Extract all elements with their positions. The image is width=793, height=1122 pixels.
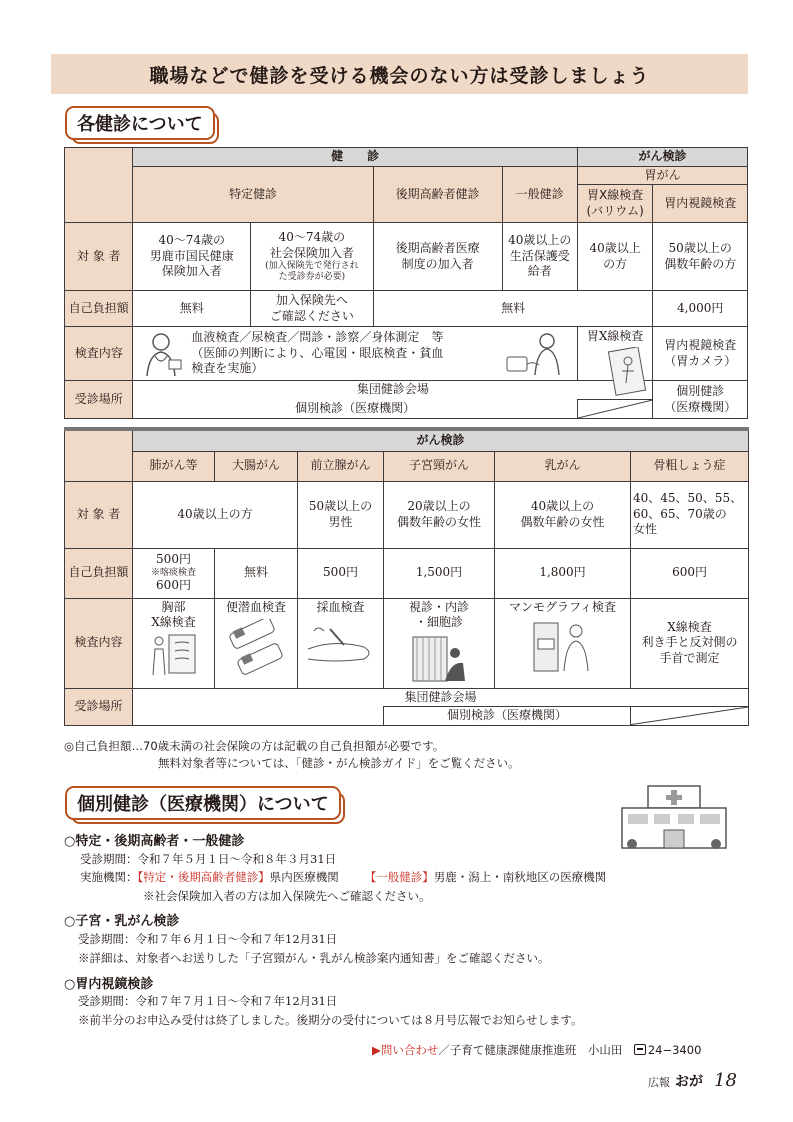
cell-basho-kobetsu-inaishi: 個別健診 （医療機関） (653, 381, 748, 419)
col-header-nyugan: 乳がん (495, 451, 631, 481)
inst-tag-tokutei: 【特定・後期高齢者健診】 (137, 870, 270, 884)
section-title-kobetsu: 個別健診（医療機関）について (65, 786, 341, 820)
cell-taisho-tokutei-shaho (251, 223, 374, 291)
cell-taisho-40: 40歳以上の方 (133, 481, 298, 548)
inst-tokutei: 県内医療機関 (269, 870, 339, 884)
cell-taisho-kouki: 後期高齢者医療 制度の加入者 (373, 223, 502, 291)
cell-taisho-ix: 40歳以上 の方 (577, 223, 652, 291)
tokutei-institution (80, 869, 606, 885)
inaishi-header: 胃内視鏡検査 (653, 185, 748, 223)
cell-naiyo-zenritsusen (298, 598, 384, 688)
col-header-daicho: 大腸がん (215, 451, 298, 481)
note-muryo: 無料対象者等については、「健診・がん検診ガイド」をご覧ください。 (158, 756, 520, 770)
inst-label: 実施機関： (80, 870, 138, 884)
futan-haigan-note: ※喀痰検査 (150, 567, 196, 578)
doctor-icon (141, 330, 185, 378)
cell-naiyo-nyugan (495, 598, 631, 688)
inst-tag-ippan: 【一般健診】 (364, 870, 434, 884)
row-label-basho: 受診場所 (65, 381, 133, 419)
section-title-kenshin: 各健診について (65, 106, 215, 140)
cell-taisho-kotsuso: 40、45、50、55、 60、65、70歳の 女性 (631, 481, 749, 548)
naiyo-shikyu-text: 視診・内診 ・細胞診 (408, 599, 469, 630)
cell-naiyo-daicho (215, 598, 298, 688)
naiyo-nyugan-text: マンモグラフィ検査 (508, 599, 617, 614)
futan-haigan-1: 500円 (156, 552, 191, 566)
stool-test-icon (224, 619, 288, 677)
contact-tel: 24−3400 (647, 1043, 702, 1057)
tokutei-header: 特定健診 (133, 166, 373, 223)
cell-naiyo-shikyu (384, 598, 495, 688)
cell-futan-zenritsusen: 500円 (298, 548, 384, 598)
chest-xray-icon (149, 633, 199, 677)
cell-taisho-ippan: 40歳以上の 生活保護受 給者 (502, 223, 577, 291)
futan-haigan-2: 600円 (156, 578, 191, 593)
cell-basho-empty (133, 707, 384, 726)
row-label-naiyo-2: 検査内容 (65, 598, 133, 688)
blood-pressure-icon (503, 331, 567, 377)
cell-taisho-tokutei-kokuho: 40〜74歳の 男鹿市国民健康 保険加入者 (133, 223, 251, 291)
footer-title: おが (675, 1074, 703, 1090)
inaishi-note: ※前半分のお申込み受付は終了しました。後期分の受付については８月号広報でお知らせします。 (78, 1013, 583, 1027)
tokutei-period: 受診期間：令和７年５月１日〜令和８年３月31日 (80, 852, 337, 866)
ippan-header: 一般健診 (502, 166, 577, 223)
blood-draw-icon (304, 619, 378, 669)
cell-basho-slash (577, 400, 652, 419)
cell-futan-kotsuso: 600円 (631, 548, 749, 598)
cell-futan-nyugan: 1,800円 (495, 548, 631, 598)
cell-naiyo-ix (577, 327, 652, 381)
contact-line (372, 1042, 701, 1058)
col-header-kotsuso: 骨粗しょう症 (631, 451, 749, 481)
cell-taisho-shikyu: 20歳以上の 偶数年齢の女性 (384, 481, 495, 548)
cell-futan-1: 無料 (133, 291, 251, 327)
ix-header: 胃X線検査 (バリウム) (577, 185, 652, 223)
cell-naiyo-kenshin (133, 327, 578, 381)
row-label-futan-2: 自己負担額 (65, 548, 133, 598)
cell-futan-3: 無料 (373, 291, 653, 327)
cell-futan-daicho: 無料 (215, 548, 298, 598)
cell-taisho-inaishi: 50歳以上の 偶数年齢の方 (653, 223, 748, 291)
col-header-zenritsusen: 前立腺がん (298, 451, 384, 481)
cell-basho-shudan-2: 集団健診会場 (133, 688, 749, 707)
corner-cell-2 (65, 429, 133, 481)
contact-dept: ／子育て健康課健康推進班 小山田 (438, 1043, 634, 1057)
row-label-basho-2: 受診場所 (65, 688, 133, 725)
cell-basho-kobetsu-2: 個別検診（医療機関） (384, 707, 631, 726)
row-label-taisho: 対 象 者 (65, 223, 133, 291)
cell-basho-slash-2 (631, 707, 749, 726)
row-label-futan: 自己負担額 (65, 291, 133, 327)
gan-header-2: がん検診 (133, 429, 749, 451)
row-label-taisho-2: 対 象 者 (65, 481, 133, 548)
shikyu-note: ※詳細は、対象者へお送りした「子宮頸がん・乳がん検診案内通知書」をご確認ください。 (78, 951, 550, 965)
mammography-icon (528, 619, 598, 673)
inaishi-period: 受診期間：令和７年７月１日〜令和７年12月31日 (78, 994, 338, 1008)
cell-naiyo-inaishi: 胃内視鏡検査 （胃カメラ） (653, 327, 748, 381)
cell-futan-2: 加入保険先へ ご確認ください (251, 291, 374, 327)
cell-futan-shikyu: 1,500円 (384, 548, 495, 598)
cell-naiyo-haigan (133, 598, 215, 688)
col-header-haigan: 肺がん等 (133, 451, 215, 481)
naiyo-daicho-text: 便潜血検査 (225, 599, 286, 614)
cell-taisho-nyugan: 40歳以上の 偶数年齢の女性 (495, 481, 631, 548)
subsection-tokutei: ○特定・後期高齢者・一般健診 (64, 834, 245, 849)
cell-futan-4: 4,000円 (653, 291, 748, 327)
igan-header: 胃がん (577, 166, 747, 185)
inst-ippan: 男鹿・潟上・南秋地区の医療機関 (433, 870, 607, 884)
page-number: 18 (714, 1070, 737, 1091)
footer (648, 1070, 737, 1091)
cell-futan-haigan (133, 548, 215, 598)
diagonal-line (578, 400, 652, 418)
gan-header: がん検診 (577, 148, 747, 167)
cell-text: 40〜74歳の 社会保険加入者 (269, 230, 354, 260)
footer-label: 広報 (648, 1076, 670, 1089)
row-label-naiyo: 検査内容 (65, 327, 133, 381)
cell-basho-shudan: 集団健診会場 (133, 381, 653, 400)
gan-table (64, 427, 749, 726)
page-banner: 職場などで健診を受ける機会のない方は受診しましょう (51, 54, 748, 94)
subsection-inaishi: ○胃内視鏡検診 (64, 977, 154, 992)
exam-room-icon (407, 633, 471, 685)
cell-taisho-zenritsusen: 50歳以上の 男性 (298, 481, 384, 548)
kouki-header: 後期高齢者健診 (373, 166, 502, 223)
kenshin-header: 健 診 (133, 148, 578, 167)
subsection-shikyu: ○子宮・乳がん検診 (64, 914, 180, 929)
phone-icon (634, 1044, 646, 1055)
hospital-icon (618, 782, 730, 852)
naiyo-kenshin-text: 血液検査／尿検査／問診・診察／身体測定 等 （医師の判断により、心電図・眼底検査・貧血 検査を実施） (191, 330, 444, 376)
cell-naiyo-kotsuso: X線検査 利き手と反対側の 手首で測定 (631, 598, 749, 688)
kenshin-table (64, 147, 748, 419)
shikyu-period: 受診期間：令和７年６月１日〜令和７年12月31日 (78, 932, 338, 946)
naiyo-haigan-text: 胸部 X線検査 (151, 599, 196, 630)
contact-label: ▶問い合わせ (372, 1043, 439, 1057)
cell-note: (加入保険先で発行され た受診券が必要) (265, 261, 359, 283)
naiyo-zenritsusen-text: 採血検査 (316, 599, 365, 614)
naiyo-ix-text: 胃X線検査 (586, 329, 644, 344)
corner-cell (65, 148, 133, 223)
cell-basho-kobetsu: 個別検診（医療機関） (133, 400, 578, 419)
tokutei-note: ※社会保険加入者の方は加入保険先へご確認ください。 (143, 889, 431, 903)
xray-machine-icon (604, 347, 654, 397)
note-jiko-futan: ◎自己負担額…70歳未満の社会保険の方は記載の自己負担額が必要です。 (64, 739, 445, 753)
col-header-shikyu: 子宮頸がん (384, 451, 495, 481)
diagonal-line (631, 707, 748, 725)
